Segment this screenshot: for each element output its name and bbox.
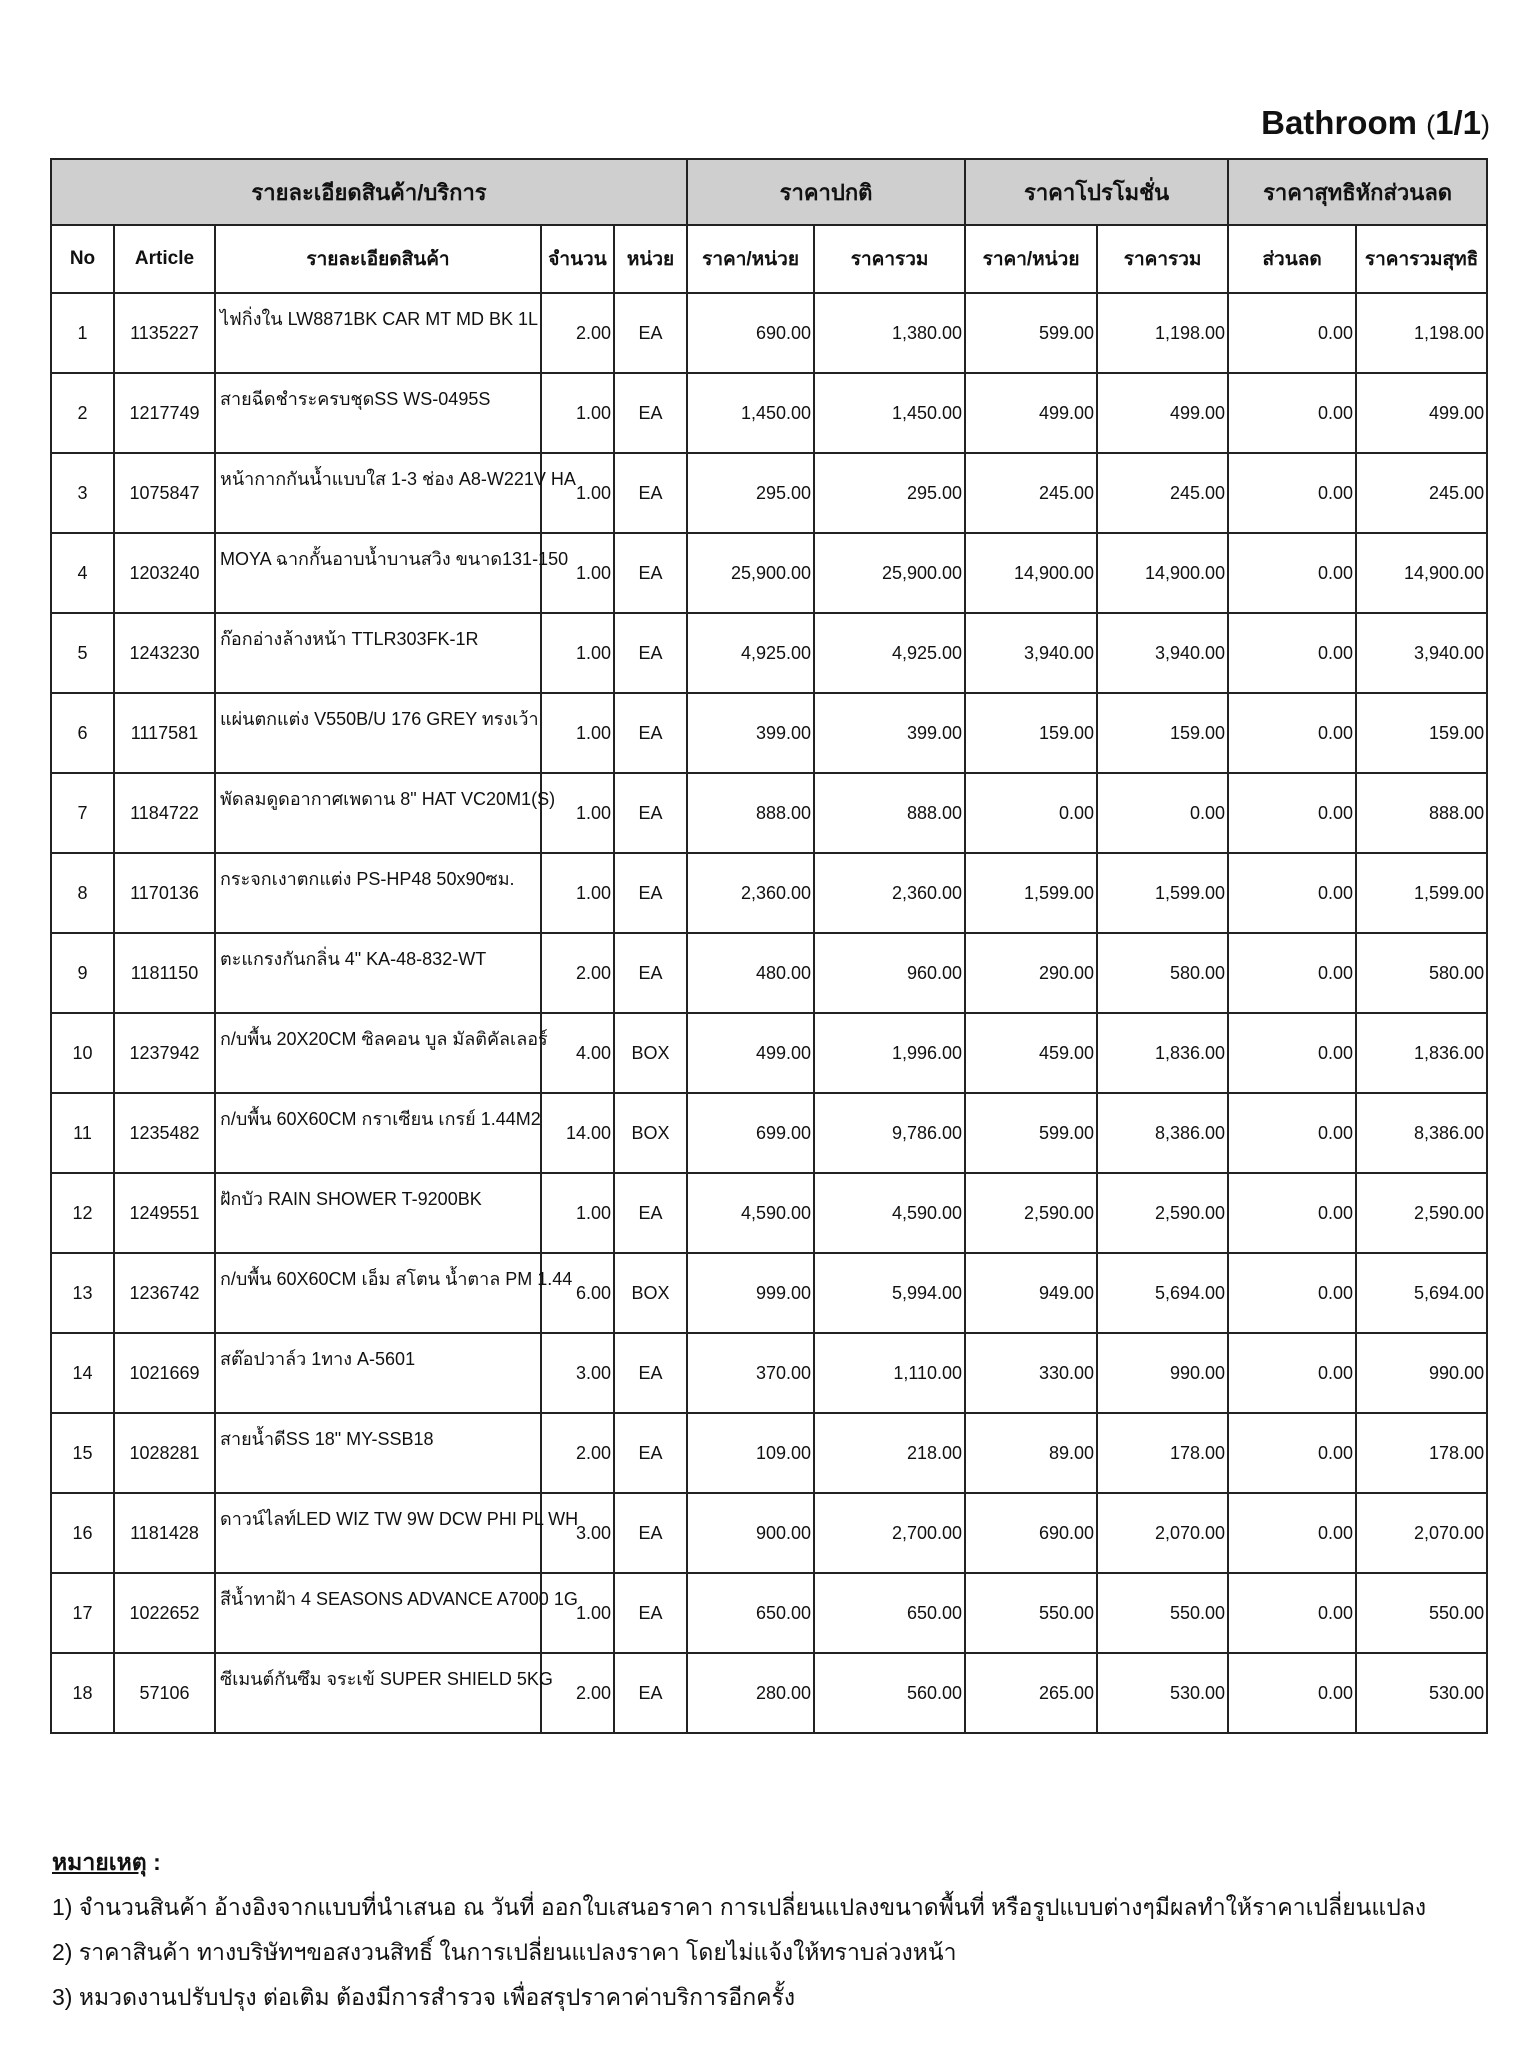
item-description-cell: สายน้ำดีSS 18" MY-SSB18 [215, 1413, 541, 1493]
article-number-cell: 1243230 [114, 613, 215, 693]
net-total-cell: 2,070.00 [1356, 1493, 1487, 1573]
promo-unit-price-cell: 290.00 [965, 933, 1097, 1013]
table-row [51, 1493, 1487, 1573]
article-number-cell: 1235482 [114, 1093, 215, 1173]
regular-unit-price-cell: 699.00 [687, 1093, 814, 1173]
row-number-cell: 6 [51, 693, 114, 773]
regular-total-cell: 4,590.00 [814, 1173, 965, 1253]
item-rows [51, 293, 1487, 1733]
col-header-regular-unit-price: ราคา/หน่วย [687, 225, 814, 293]
promo-total-cell: 3,940.00 [1097, 613, 1228, 693]
row-number-cell: 15 [51, 1413, 114, 1493]
table-row [51, 693, 1487, 773]
unit-cell: BOX [614, 1093, 687, 1173]
discount-cell: 0.00 [1228, 1333, 1356, 1413]
regular-unit-price-cell: 295.00 [687, 453, 814, 533]
promo-unit-price-cell: 550.00 [965, 1573, 1097, 1653]
net-total-cell: 530.00 [1356, 1653, 1487, 1733]
row-number-cell: 16 [51, 1493, 114, 1573]
promo-unit-price-cell: 245.00 [965, 453, 1097, 533]
row-number-cell: 12 [51, 1173, 114, 1253]
regular-unit-price-cell: 399.00 [687, 693, 814, 773]
article-number-cell: 1022652 [114, 1573, 215, 1653]
regular-total-cell: 960.00 [814, 933, 965, 1013]
regular-total-cell: 5,994.00 [814, 1253, 965, 1333]
net-total-cell: 178.00 [1356, 1413, 1487, 1493]
article-number-cell: 1236742 [114, 1253, 215, 1333]
promo-unit-price-cell: 14,900.00 [965, 533, 1097, 613]
table-row [51, 853, 1487, 933]
unit-cell: EA [614, 1653, 687, 1733]
item-description-cell: ก/บพื้น 20X20CM ซิลคอน บูล มัลติคัลเลอร์ [215, 1013, 541, 1093]
quantity-cell: 1.00 [541, 1573, 614, 1653]
col-header-discount: ส่วนลด [1228, 225, 1356, 293]
article-number-cell: 1237942 [114, 1013, 215, 1093]
col-header-promo-unit-price: ราคา/หน่วย [965, 225, 1097, 293]
regular-total-cell: 1,110.00 [814, 1333, 965, 1413]
quotation-table [50, 158, 1488, 1734]
row-number-cell: 17 [51, 1573, 114, 1653]
regular-unit-price-cell: 900.00 [687, 1493, 814, 1573]
promo-total-cell: 159.00 [1097, 693, 1228, 773]
unit-cell: EA [614, 293, 687, 373]
net-total-cell: 1,836.00 [1356, 1013, 1487, 1093]
row-number-cell: 1 [51, 293, 114, 373]
net-total-cell: 3,940.00 [1356, 613, 1487, 693]
discount-cell: 0.00 [1228, 1013, 1356, 1093]
item-description-cell: ซีเมนต์กันซึม จระเข้ SUPER SHIELD 5KG [215, 1653, 541, 1733]
regular-total-cell: 399.00 [814, 693, 965, 773]
promo-total-cell: 8,386.00 [1097, 1093, 1228, 1173]
regular-total-cell: 2,360.00 [814, 853, 965, 933]
quantity-cell: 1.00 [541, 373, 614, 453]
row-number-cell: 5 [51, 613, 114, 693]
row-number-cell: 18 [51, 1653, 114, 1733]
table-row [51, 1573, 1487, 1653]
promo-total-cell: 0.00 [1097, 773, 1228, 853]
unit-cell: EA [614, 453, 687, 533]
promo-unit-price-cell: 599.00 [965, 1093, 1097, 1173]
notes-section [52, 1840, 1426, 2020]
article-number-cell: 1135227 [114, 293, 215, 373]
item-description-cell: ฝักบัว RAIN SHOWER T-9200BK [215, 1173, 541, 1253]
discount-cell: 0.00 [1228, 1253, 1356, 1333]
note-line: 1) จำนวนสินค้า อ้างอิงจากแบบที่นำเสนอ ณ วันที่ ออกใบเสนอราคา การเปลี่ยนแปลงขนาดพื้นที่ หรือรูปแบบต่างๆมีผลทำให้ราคาเปลี่ยนแปลง [52, 1894, 1427, 1920]
group-header-net-price: ราคาสุทธิหักส่วนลด [1228, 159, 1487, 225]
discount-cell: 0.00 [1228, 373, 1356, 453]
article-number-cell: 1028281 [114, 1413, 215, 1493]
promo-unit-price-cell: 949.00 [965, 1253, 1097, 1333]
item-description-cell: ก๊อกอ่างล้างหน้า TTLR303FK-1R [215, 613, 541, 693]
row-number-cell: 3 [51, 453, 114, 533]
quantity-cell: 4.00 [541, 1013, 614, 1093]
item-description-cell: MOYA ฉากกั้นอาบน้ำบานสวิง ขนาด131-150 [215, 533, 541, 613]
regular-unit-price-cell: 25,900.00 [687, 533, 814, 613]
promo-total-cell: 550.00 [1097, 1573, 1228, 1653]
promo-unit-price-cell: 330.00 [965, 1333, 1097, 1413]
discount-cell: 0.00 [1228, 1413, 1356, 1493]
unit-cell: EA [614, 1333, 687, 1413]
promo-total-cell: 1,836.00 [1097, 1013, 1228, 1093]
row-number-cell: 7 [51, 773, 114, 853]
promo-unit-price-cell: 459.00 [965, 1013, 1097, 1093]
regular-unit-price-cell: 109.00 [687, 1413, 814, 1493]
net-total-cell: 580.00 [1356, 933, 1487, 1013]
table-row [51, 373, 1487, 453]
quantity-cell: 2.00 [541, 1653, 614, 1733]
article-number-cell: 1117581 [114, 693, 215, 773]
row-number-cell: 8 [51, 853, 114, 933]
col-header-quantity: จำนวน [541, 225, 614, 293]
unit-cell: EA [614, 1413, 687, 1493]
item-description-cell: สีน้ำทาฝ้า 4 SEASONS ADVANCE A7000 1G [215, 1573, 541, 1653]
article-number-cell: 1075847 [114, 453, 215, 533]
regular-total-cell: 650.00 [814, 1573, 965, 1653]
article-number-cell: 1249551 [114, 1173, 215, 1253]
quantity-cell: 1.00 [541, 1173, 614, 1253]
net-total-cell: 14,900.00 [1356, 533, 1487, 613]
net-total-cell: 1,599.00 [1356, 853, 1487, 933]
group-header-details: รายละเอียดสินค้า/บริการ [51, 159, 687, 225]
quantity-cell: 1.00 [541, 613, 614, 693]
unit-cell: EA [614, 1573, 687, 1653]
promo-unit-price-cell: 0.00 [965, 773, 1097, 853]
net-total-cell: 2,590.00 [1356, 1173, 1487, 1253]
table-row [51, 613, 1487, 693]
table-row [51, 1653, 1487, 1733]
item-description-cell: หน้ากากกันน้ำแบบใส 1-3 ช่อง A8-W221V HA [215, 453, 541, 533]
discount-cell: 0.00 [1228, 533, 1356, 613]
col-header-article: Article [114, 225, 215, 293]
item-description-cell: ตะแกรงกันกลิ่น 4" KA-48-832-WT [215, 933, 541, 1013]
article-number-cell: 1184722 [114, 773, 215, 853]
promo-total-cell: 178.00 [1097, 1413, 1228, 1493]
regular-total-cell: 1,450.00 [814, 373, 965, 453]
row-number-cell: 14 [51, 1333, 114, 1413]
discount-cell: 0.00 [1228, 773, 1356, 853]
unit-cell: EA [614, 1493, 687, 1573]
group-header-regular-price: ราคาปกติ [687, 159, 965, 225]
promo-total-cell: 990.00 [1097, 1333, 1228, 1413]
quantity-cell: 2.00 [541, 933, 614, 1013]
regular-unit-price-cell: 690.00 [687, 293, 814, 373]
col-header-promo-total: ราคารวม [1097, 225, 1228, 293]
unit-cell: EA [614, 693, 687, 773]
discount-cell: 0.00 [1228, 1493, 1356, 1573]
quantity-cell: 1.00 [541, 533, 614, 613]
regular-total-cell: 9,786.00 [814, 1093, 965, 1173]
net-total-cell: 5,694.00 [1356, 1253, 1487, 1333]
table-row [51, 1173, 1487, 1253]
quantity-cell: 3.00 [541, 1493, 614, 1573]
net-total-cell: 888.00 [1356, 773, 1487, 853]
note-line: 3) หมวดงานปรับปรุง ต่อเติม ต้องมีการสำรวจ เพื่อสรุปราคาค่าบริการอีกครั้ง [52, 1984, 796, 2010]
item-description-cell: แผ่นตกแต่ง V550B/U 176 GREY ทรงเว้า [215, 693, 541, 773]
net-total-cell: 8,386.00 [1356, 1093, 1487, 1173]
article-number-cell: 1203240 [114, 533, 215, 613]
promo-unit-price-cell: 690.00 [965, 1493, 1097, 1573]
col-header-unit: หน่วย [614, 225, 687, 293]
row-number-cell: 9 [51, 933, 114, 1013]
unit-cell: EA [614, 853, 687, 933]
discount-cell: 0.00 [1228, 1173, 1356, 1253]
quantity-cell: 3.00 [541, 1333, 614, 1413]
col-header-description: รายละเอียดสินค้า [215, 225, 541, 293]
item-description-cell: สายฉีดชำระครบชุดSS WS-0495S [215, 373, 541, 453]
page-title: Bathroom (1/1) [1261, 104, 1490, 141]
unit-cell: BOX [614, 1253, 687, 1333]
regular-unit-price-cell: 499.00 [687, 1013, 814, 1093]
regular-total-cell: 4,925.00 [814, 613, 965, 693]
regular-total-cell: 1,996.00 [814, 1013, 965, 1093]
regular-total-cell: 295.00 [814, 453, 965, 533]
item-description-cell: พัดลมดูดอากาศเพดาน 8" HAT VC20M1(S) [215, 773, 541, 853]
regular-total-cell: 2,700.00 [814, 1493, 965, 1573]
table-row [51, 773, 1487, 853]
discount-cell: 0.00 [1228, 853, 1356, 933]
quantity-cell: 2.00 [541, 1413, 614, 1493]
table-row [51, 1013, 1487, 1093]
net-total-cell: 159.00 [1356, 693, 1487, 773]
regular-unit-price-cell: 2,360.00 [687, 853, 814, 933]
promo-unit-price-cell: 159.00 [965, 693, 1097, 773]
unit-cell: EA [614, 533, 687, 613]
promo-total-cell: 1,198.00 [1097, 293, 1228, 373]
discount-cell: 0.00 [1228, 1093, 1356, 1173]
net-total-cell: 245.00 [1356, 453, 1487, 533]
unit-cell: EA [614, 1173, 687, 1253]
discount-cell: 0.00 [1228, 1653, 1356, 1733]
row-number-cell: 13 [51, 1253, 114, 1333]
promo-unit-price-cell: 1,599.00 [965, 853, 1097, 933]
promo-unit-price-cell: 599.00 [965, 293, 1097, 373]
promo-total-cell: 530.00 [1097, 1653, 1228, 1733]
item-description-cell: ก/บพื้น 60X60CM กราเซียน เกรย์ 1.44M2 [215, 1093, 541, 1173]
notes-title: หมายเหตุ : [52, 1849, 161, 1875]
table-row [51, 1333, 1487, 1413]
row-number-cell: 4 [51, 533, 114, 613]
promo-total-cell: 14,900.00 [1097, 533, 1228, 613]
regular-unit-price-cell: 370.00 [687, 1333, 814, 1413]
discount-cell: 0.00 [1228, 613, 1356, 693]
quantity-cell: 1.00 [541, 693, 614, 773]
promo-total-cell: 1,599.00 [1097, 853, 1228, 933]
row-number-cell: 2 [51, 373, 114, 453]
unit-cell: EA [614, 613, 687, 693]
group-header-promo-price: ราคาโปรโมชั่น [965, 159, 1228, 225]
section-name: Bathroom [1261, 104, 1417, 141]
regular-unit-price-cell: 888.00 [687, 773, 814, 853]
page-indicator: 1/1 [1435, 104, 1481, 141]
promo-total-cell: 2,590.00 [1097, 1173, 1228, 1253]
unit-cell: BOX [614, 1013, 687, 1093]
regular-unit-price-cell: 4,590.00 [687, 1173, 814, 1253]
net-total-cell: 1,198.00 [1356, 293, 1487, 373]
regular-unit-price-cell: 1,450.00 [687, 373, 814, 453]
table-row [51, 933, 1487, 1013]
quantity-cell: 6.00 [541, 1253, 614, 1333]
discount-cell: 0.00 [1228, 933, 1356, 1013]
row-number-cell: 11 [51, 1093, 114, 1173]
item-description-cell: ดาวน์ไลท์LED WIZ TW 9W DCW PHI PL WH [215, 1493, 541, 1573]
quantity-cell: 1.00 [541, 773, 614, 853]
discount-cell: 0.00 [1228, 453, 1356, 533]
col-header-regular-total: ราคารวม [814, 225, 965, 293]
table-row [51, 1413, 1487, 1493]
promo-unit-price-cell: 2,590.00 [965, 1173, 1097, 1253]
table-row [51, 293, 1487, 373]
article-number-cell: 57106 [114, 1653, 215, 1733]
col-header-no: No [51, 225, 114, 293]
regular-total-cell: 560.00 [814, 1653, 965, 1733]
regular-total-cell: 25,900.00 [814, 533, 965, 613]
item-description-cell: ก/บพื้น 60X60CM เอ็ม สโตน น้ำตาล PM 1.44 [215, 1253, 541, 1333]
discount-cell: 0.00 [1228, 293, 1356, 373]
item-description-cell: สต๊อปวาล์ว 1ทาง A-5601 [215, 1333, 541, 1413]
regular-unit-price-cell: 480.00 [687, 933, 814, 1013]
quantity-cell: 14.00 [541, 1093, 614, 1173]
regular-unit-price-cell: 4,925.00 [687, 613, 814, 693]
quantity-cell: 2.00 [541, 293, 614, 373]
article-number-cell: 1181150 [114, 933, 215, 1013]
promo-unit-price-cell: 499.00 [965, 373, 1097, 453]
discount-cell: 0.00 [1228, 1573, 1356, 1653]
col-header-net-total: ราคารวมสุทธิ [1356, 225, 1487, 293]
quantity-cell: 1.00 [541, 453, 614, 533]
row-number-cell: 10 [51, 1013, 114, 1093]
regular-total-cell: 218.00 [814, 1413, 965, 1493]
promo-total-cell: 580.00 [1097, 933, 1228, 1013]
table-row [51, 1093, 1487, 1173]
promo-unit-price-cell: 3,940.00 [965, 613, 1097, 693]
quantity-cell: 1.00 [541, 853, 614, 933]
unit-cell: EA [614, 773, 687, 853]
regular-total-cell: 888.00 [814, 773, 965, 853]
unit-cell: EA [614, 933, 687, 1013]
regular-total-cell: 1,380.00 [814, 293, 965, 373]
regular-unit-price-cell: 650.00 [687, 1573, 814, 1653]
article-number-cell: 1181428 [114, 1493, 215, 1573]
discount-cell: 0.00 [1228, 693, 1356, 773]
promo-total-cell: 2,070.00 [1097, 1493, 1228, 1573]
table-row [51, 1253, 1487, 1333]
item-description-cell: ไฟกิ่งใน LW8871BK CAR MT MD BK 1L [215, 293, 541, 373]
table-row [51, 453, 1487, 533]
item-description-cell: กระจกเงาตกแต่ง PS-HP48 50x90ซม. [215, 853, 541, 933]
net-total-cell: 499.00 [1356, 373, 1487, 453]
table-row [51, 533, 1487, 613]
promo-total-cell: 245.00 [1097, 453, 1228, 533]
regular-unit-price-cell: 999.00 [687, 1253, 814, 1333]
net-total-cell: 550.00 [1356, 1573, 1487, 1653]
promo-total-cell: 5,694.00 [1097, 1253, 1228, 1333]
unit-cell: EA [614, 373, 687, 453]
article-number-cell: 1021669 [114, 1333, 215, 1413]
promo-unit-price-cell: 89.00 [965, 1413, 1097, 1493]
article-number-cell: 1170136 [114, 853, 215, 933]
note-line: 2) ราคาสินค้า ทางบริษัทฯขอสงวนสิทธิ์ ในการเปลี่ยนแปลงราคา โดยไม่แจ้งให้ทราบล่วงหน้า [52, 1939, 957, 1965]
article-number-cell: 1217749 [114, 373, 215, 453]
regular-unit-price-cell: 280.00 [687, 1653, 814, 1733]
promo-unit-price-cell: 265.00 [965, 1653, 1097, 1733]
net-total-cell: 990.00 [1356, 1333, 1487, 1413]
promo-total-cell: 499.00 [1097, 373, 1228, 453]
